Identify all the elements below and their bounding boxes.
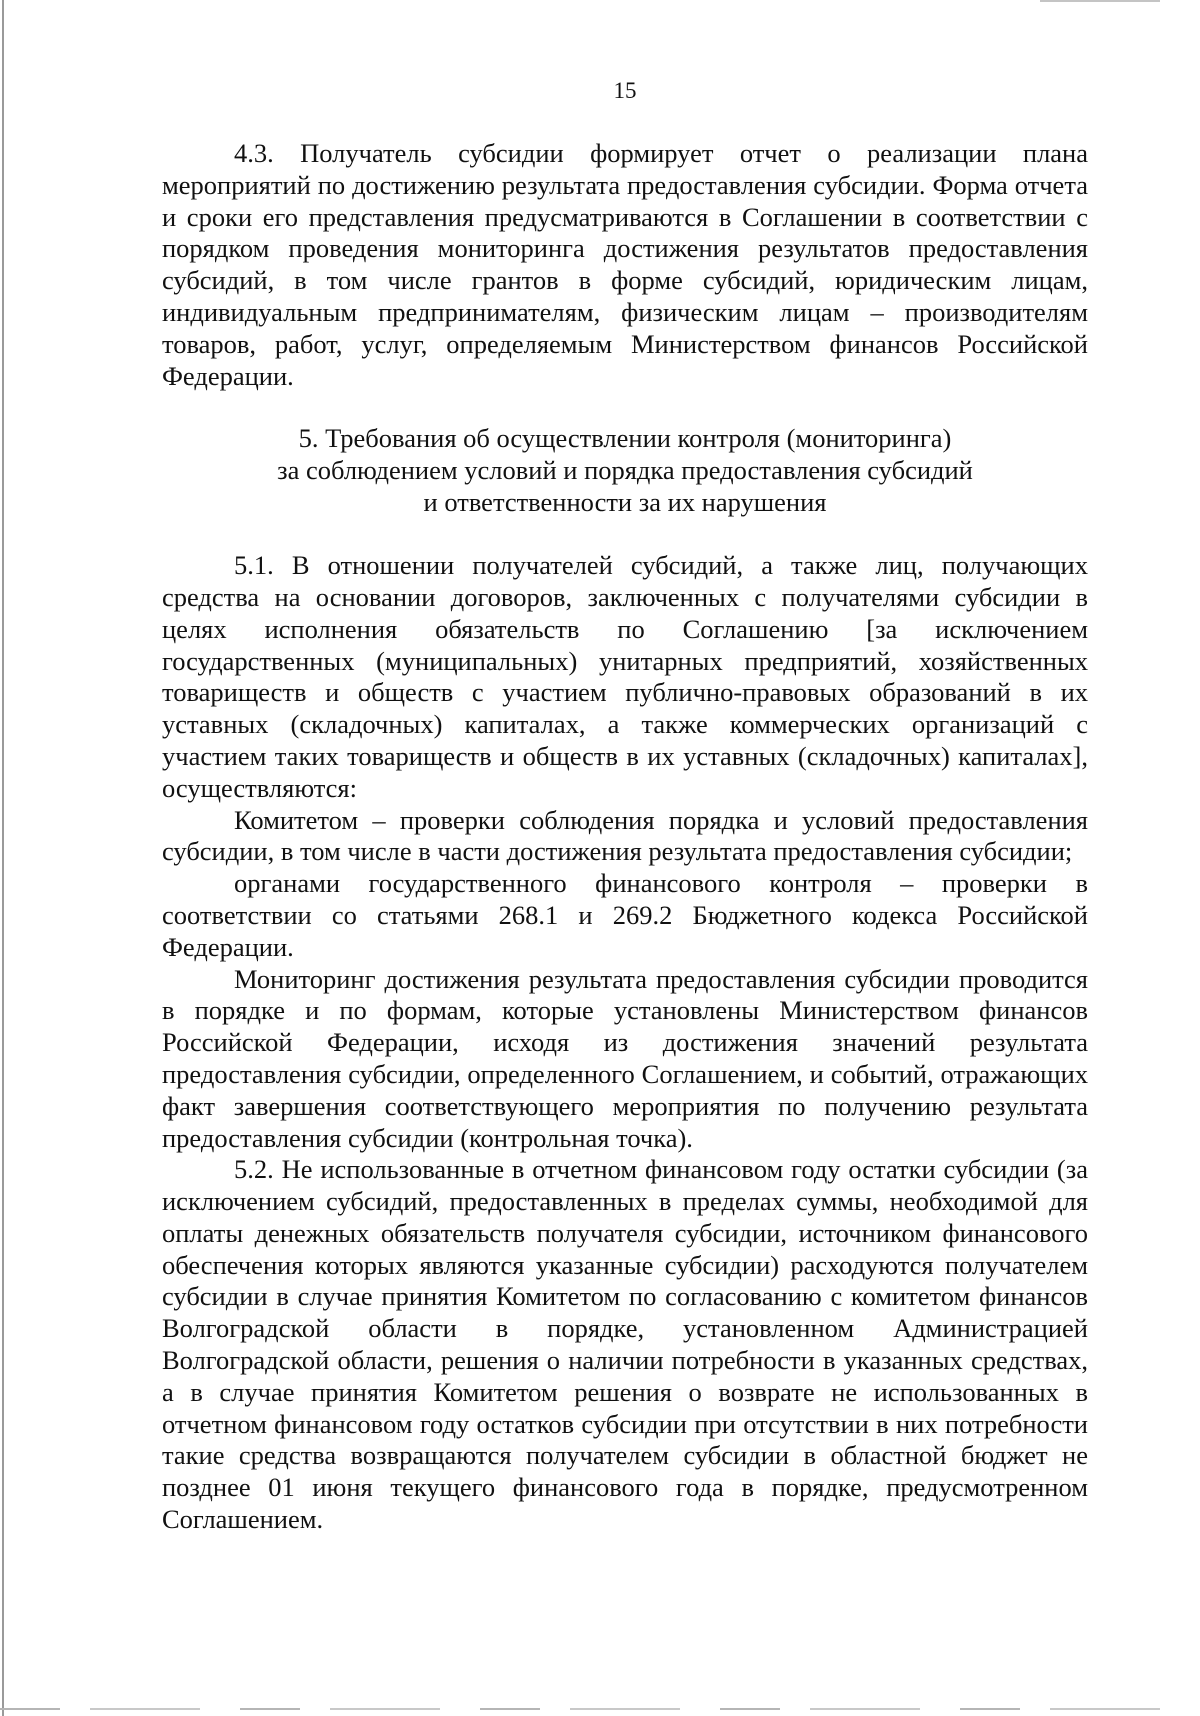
paragraph-5-2: 5.2. Не использованные в отчетном финансовом году остатки субсидии (за исключением субсидий, предоставленных в пределах суммы, необходимой для оплаты денежных обязательств получателя субсидии, источником финансового обеспечения которых являются указанные субсидии) расходуются получателем субсидии в случае принятия Комитетом по согласованию с комитетом финансов Волгоградской области в порядке, установленном Администрацией Волгоградской области, решения о наличии потребности в указанных средствах, а в случае принятия Комитетом решения о возврате не использованных в отчетном финансовом году остатков субсидии при отсутствии в них потребности такие средства возвращаются получателем субсидии в областной бюджет не позднее 01 июня текущего финансового года в порядке, предусмотренном Соглашением.	[162, 1154, 1088, 1535]
paragraph-5-1: 5.1. В отношении получателей субсидий, а также лиц, получающих средства на основании договоров, заключенных с получателями субсидии в целях исполнения обязательств по Соглашению [за исключением государственных (муниципальных) унитарных предприятий, хозяйственных товариществ и обществ с участием публично-правовых образований в их уставных (складочных) капиталах, а также коммерческих организаций с участием таких товариществ и обществ в их уставных (складочных) капиталах], осуществляются:	[162, 550, 1088, 803]
paragraph-state-control: органами государственного финансового контроля – проверки в соответствии со статьями 268.1 и 269.2 Бюджетного кодекса Российской Федерации.	[162, 868, 1088, 962]
scan-edge-bottom	[0, 1708, 1200, 1710]
section-5-heading	[162, 423, 1088, 518]
heading-line-2: за соблюдением условий и порядка предоставления субсидий	[277, 454, 973, 485]
paragraph-committee-checks: Комитетом – проверки соблюдения порядка и условий предоставления субсидии, в том числе в части достижения результата предоставления субсидии;	[162, 804, 1088, 867]
document-body	[162, 138, 1088, 1536]
paragraph-4-3: 4.3. Получатель субсидии формирует отчет о реализации плана мероприятий по достижению результата предоставления субсидии. Форма отчета и сроки его представления предусматриваются в Соглашении в соответствии с порядком проведения мониторинга достижения результатов предоставления субсидий, в том числе грантов в форме субсидий, юридическим лицам, индивидуальным предпринимателям, физическим лицам – производителям товаров, работ, услуг, определяемым Министерством финансов Российской Федерации.	[162, 138, 1088, 391]
scan-edge-top	[1040, 0, 1160, 2]
page-number: 15	[613, 78, 637, 103]
heading-line-3: и ответственности за их нарушения	[423, 486, 827, 517]
scan-edge-left	[2, 0, 4, 1716]
heading-line-1: 5. Требования об осуществлении контроля (мониторинга)	[298, 423, 952, 454]
paragraph-monitoring: Мониторинг достижения результата предоставления субсидии проводится в порядке и по формам, которые установлены Министерством финансов Российской Федерации, исходя из достижения значений результата предоставления субсидии, определенного Соглашением, и событий, отражающих факт завершения соответствующего мероприятия по получению результата предоставления субсидии (контрольная точка).	[162, 963, 1088, 1153]
